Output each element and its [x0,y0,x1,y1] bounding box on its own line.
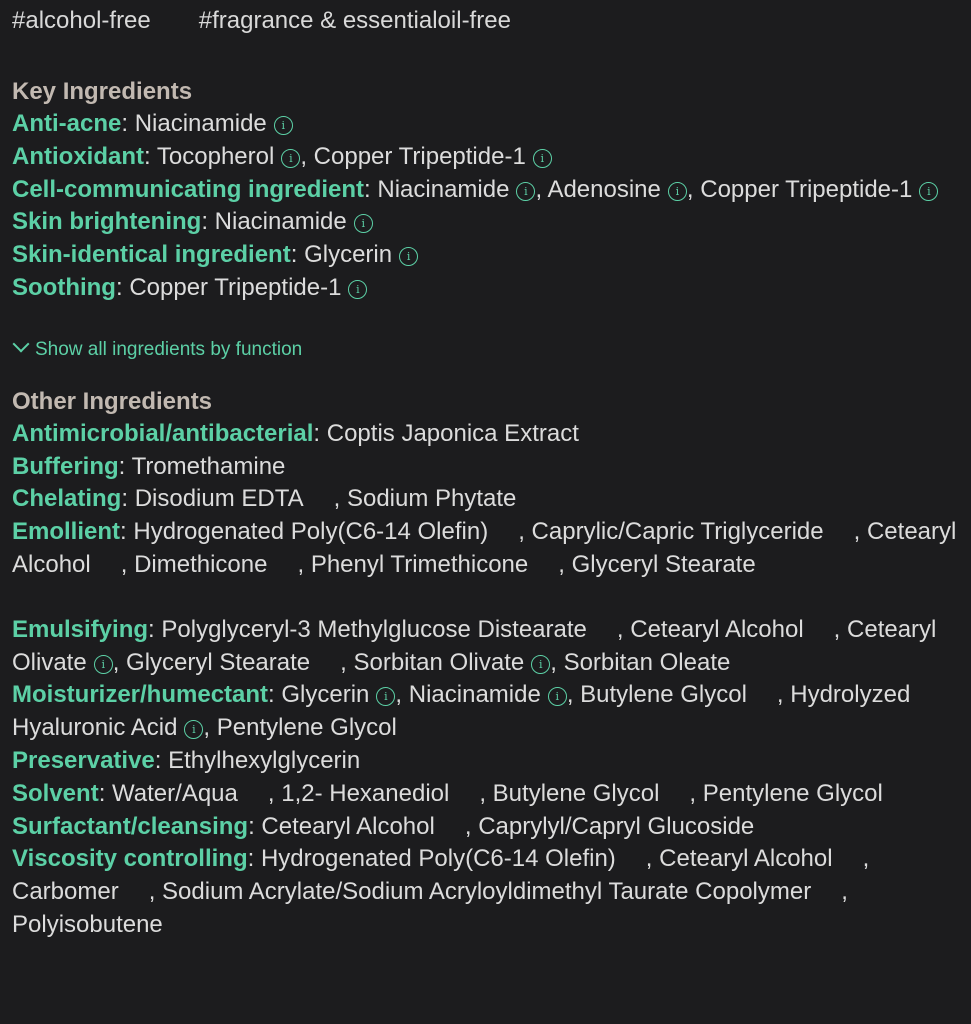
ingredient-link[interactable]: Copper Tripeptide-1 [313,142,526,170]
ingredient-link[interactable]: Dimethicone [134,550,268,578]
function-label[interactable]: Antimicrobial/antibacterial [12,419,314,447]
show-all-ingredients-button[interactable] [12,337,964,363]
tag-fragrance-free: #fragrance & essentialoil-free [198,7,511,34]
function-label[interactable]: Moisturizer/humectant [12,681,269,709]
ingredient-function-row: Surfactant/cleansing: Cetearyl Alcohol , Caprylyl/Capryl Glucoside [12,812,755,840]
ingredient-link[interactable]: Caprylyl/Capryl Glucoside [478,812,755,840]
ingredient-link[interactable]: Glyceryl Stearate [126,648,311,676]
ingredient-link[interactable]: Pentylene Glycol [702,779,883,807]
ingredient-link[interactable]: Niacinamide [377,175,510,203]
function-label[interactable]: Antioxidant [12,142,144,170]
function-label[interactable]: Emulsifying [12,615,149,643]
ingredient-link[interactable]: Glycerin [281,681,370,709]
info-icon[interactable]: i [376,687,395,706]
ingredient-link[interactable]: Glycerin [304,241,393,269]
ingredient-link[interactable]: Sodium Phytate [346,485,517,513]
ingredient-function-row: Solvent: Water/Aqua , 1,2- Hexanediol , Butylene Glycol , Pentylene Glycol [12,779,883,807]
show-all-label: Show all ingredients by function [35,338,303,360]
ingredient-link[interactable]: Cetearyl Alcohol [659,845,833,873]
ingredient-link[interactable]: Adenosine [547,175,661,203]
ingredient-link[interactable]: Hydrolyzed Hyaluronic Acid [12,681,911,742]
info-icon[interactable]: i [531,655,550,674]
info-icon[interactable]: i [668,182,687,201]
key-ingredients-list [12,108,964,305]
row-spacer [12,582,964,614]
ingredient-link[interactable]: Sorbitan Olivate [353,648,525,676]
function-label[interactable]: Emollient [12,518,121,546]
ingredient-link[interactable]: Ethylhexylglycerin [168,746,361,774]
ingredient-function-row: Soothing: Copper Tripeptide-1 i [12,272,964,305]
ingredient-function-row: Moisturizer/humectant: Glycerin i , Niacinamide i , Butylene Glycol , Hydrolyzed Hyaluronic Acid i , Pentylene Glycol [12,681,911,742]
ingredient-function-row: Antioxidant: Tocopherol i , Copper Tripeptide-1 i [12,141,964,174]
ingredient-link[interactable]: Cetearyl Olivate [12,615,937,676]
ingredient-link[interactable]: Cetearyl Alcohol [12,518,957,578]
info-icon[interactable]: i [533,149,552,168]
ingredient-link[interactable]: Carbomer [12,878,119,906]
ingredient-link[interactable]: Copper Tripeptide-1 [129,273,342,301]
info-icon[interactable]: i [281,149,300,168]
ingredient-link[interactable]: 1,2- Hexanediol [281,779,450,807]
ingredients-panel [12,0,964,942]
other-ingredients-title: Other Ingredients [12,387,213,415]
ingredient-link[interactable]: Tocopherol [156,142,275,170]
ingredient-link[interactable]: Glyceryl Stearate [571,550,756,578]
ingredient-link[interactable]: Sorbitan Oleate [563,648,731,676]
function-label[interactable]: Surfactant/cleansing [12,812,249,840]
info-icon[interactable]: i [919,182,938,201]
ingredient-function-row: Antimicrobial/antibacterial: Coptis Japonica Extract [12,419,579,447]
other-ingredients-list [12,418,964,942]
function-label[interactable]: Viscosity controlling [12,845,248,873]
ingredient-function-row: Anti-acne: Niacinamide i [12,108,964,141]
info-icon[interactable]: i [274,116,293,135]
info-icon[interactable]: i [354,214,373,233]
info-icon[interactable]: i [399,247,418,266]
ingredient-link[interactable]: Cetearyl Alcohol [261,812,435,840]
ingredient-function-row: Viscosity controlling: Hydrogenated Poly(C6-14 Olefin) , Cetearyl Alcohol , Carbomer , Sodium Acrylate/Sodium Acryloyldimethyl Taurate Copolymer , Polyisobutene [12,845,870,938]
ingredient-link[interactable]: Sodium Acrylate/Sodium Acryloyldimethyl Taurate Copolymer [162,878,812,906]
tag-alcohol-free: #alcohol-free [12,7,151,34]
function-label[interactable]: Buffering [12,452,119,480]
ingredient-link[interactable]: Niacinamide [408,681,541,709]
ingredient-link[interactable]: Cetearyl Alcohol [630,615,804,643]
info-icon[interactable]: i [94,655,113,674]
chevron-down-icon [13,335,30,352]
info-icon[interactable]: i [548,687,567,706]
ingredient-link[interactable]: Water/Aqua [112,779,238,807]
ingredient-link[interactable]: Hydrogenated Poly(C6-14 Olefin) [133,518,489,546]
ingredient-function-row: Chelating: Disodium EDTA , Sodium Phytate [12,485,517,513]
ingredient-link[interactable]: Disodium EDTA [134,485,304,513]
ingredient-function-row: Skin-identical ingredient: Glycerin i [12,239,964,272]
function-label[interactable]: Soothing [12,273,116,301]
info-icon[interactable]: i [516,182,535,201]
info-icon[interactable]: i [184,720,203,739]
ingredient-function-row: Skin brightening: Niacinamide i [12,206,964,239]
ingredient-link[interactable]: Polyisobutene [12,910,163,938]
function-label[interactable]: Solvent [12,779,99,807]
ingredient-function-row: Cell-communicating ingredient: Niacinamide i , Adenosine i , Copper Tripeptide-1 i [12,174,964,207]
function-label[interactable]: Chelating [12,485,122,513]
ingredient-link[interactable]: Pentylene Glycol [216,714,397,742]
key-ingredients-title: Key Ingredients [12,78,193,105]
ingredient-link[interactable]: Coptis Japonica Extract [326,419,579,447]
function-label[interactable]: Skin-identical ingredient [12,241,291,269]
ingredient-function-row: Preservative: Ethylhexylglycerin [12,746,361,774]
function-label[interactable]: Skin brightening [12,208,202,236]
ingredient-link[interactable]: Butylene Glycol [580,681,747,709]
ingredient-link[interactable]: Copper Tripeptide-1 [700,175,913,203]
ingredient-link[interactable]: Niacinamide [134,110,267,137]
function-label[interactable]: Cell-communicating ingredient [12,175,365,203]
function-label[interactable]: Preservative [12,746,155,774]
ingredient-link[interactable]: Phenyl Trimethicone [310,550,529,578]
ingredient-link[interactable]: Niacinamide [214,208,347,236]
ingredient-link[interactable]: Caprylic/Capric Triglyceride [531,518,824,546]
ingredient-function-row: Emulsifying: Polyglyceryl-3 Methylglucose Distearate , Cetearyl Alcohol , Cetearyl Olivate i , Glyceryl Stearate , Sorbitan Olivate i , Sorbitan Oleate [12,615,937,676]
ingredient-link[interactable]: Polyglyceryl-3 Methylglucose Distearate [161,615,587,643]
tags-row [12,0,964,37]
function-label[interactable]: Anti-acne [12,110,122,137]
ingredient-link[interactable]: Tromethamine [131,452,286,480]
ingredient-link[interactable]: Butylene Glycol [492,779,660,807]
ingredient-function-row: Buffering: Tromethamine [12,452,286,480]
ingredient-link[interactable]: Hydrogenated Poly(C6-14 Olefin) [260,845,616,873]
ingredient-function-row: Emollient: Hydrogenated Poly(C6-14 Olefin) , Caprylic/Capric Triglyceride , Cetearyl Alcohol , Dimethicone , Phenyl Trimethicone , Glyceryl Stearate [12,518,957,578]
info-icon[interactable]: i [348,280,367,299]
